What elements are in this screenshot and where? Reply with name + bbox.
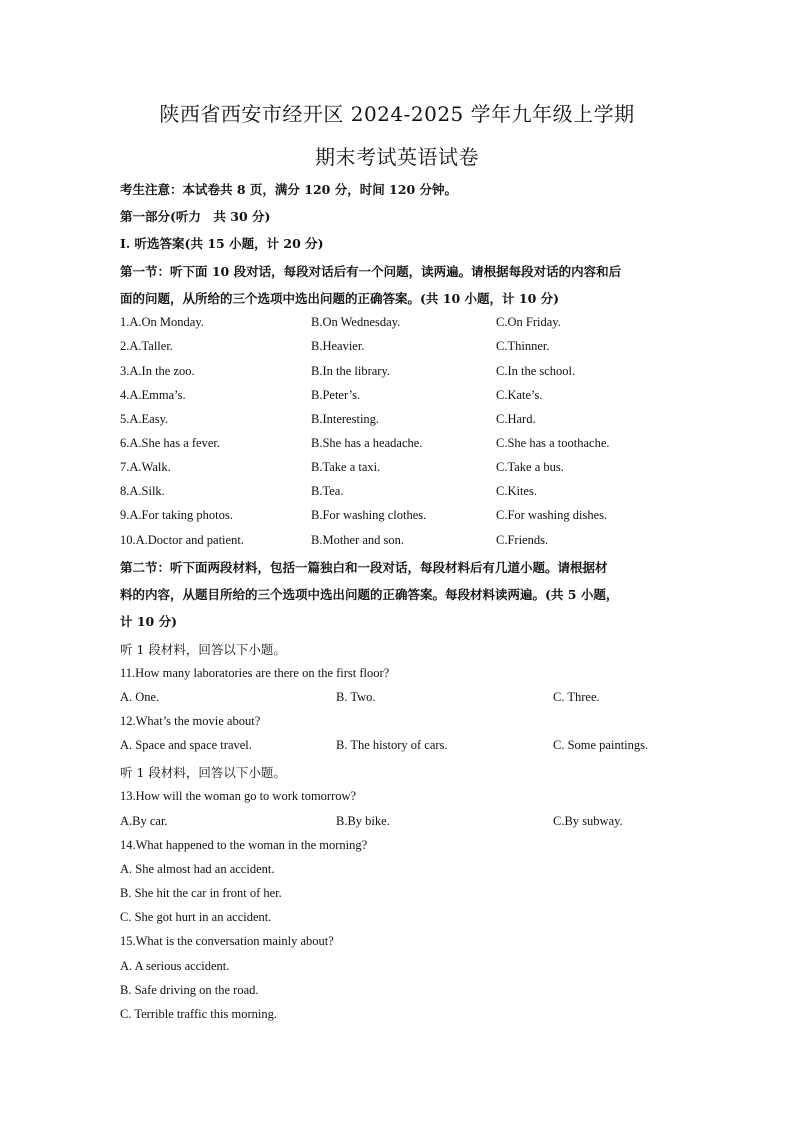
option-b: B. She hit the car in front of her. (120, 886, 282, 900)
option-b: B.Tea. (311, 484, 344, 498)
option-b: B.On Wednesday. (311, 315, 401, 329)
option-a: 10.A.Doctor and patient. (120, 533, 244, 547)
candidate-notice: 考生注意：本试卷共 8 页，满分 120 分，时间 120 分钟。 (120, 182, 457, 197)
option-a: 4.A.Emma’s. (120, 388, 186, 402)
section1-instructions-line1: 第一节：听下面 10 段对话，每段对话后有一个问题，读两遍。请根据每段对话的内容和后 (120, 264, 622, 279)
option-c: C. She got hurt in an accident. (120, 910, 272, 924)
option-b: B.She has a headache. (311, 436, 423, 450)
question-row (120, 460, 680, 480)
question-row (120, 690, 680, 710)
option-c: C.Kate’s. (496, 388, 543, 402)
option-b: B.Peter’s. (311, 388, 361, 402)
question-row (120, 339, 680, 359)
section2-instructions-line1: 第二节：听下面两段材料，包括一篇独白和一段对话，每段材料后有几道小题。请根据材 (120, 560, 608, 575)
part-one-heading: 第一部分(听力 共 30 分) (120, 209, 271, 224)
option-b: B.Heavier. (311, 339, 365, 353)
question-row (120, 436, 680, 456)
option-a: 9.A.For taking photos. (120, 508, 233, 522)
question-row (120, 508, 680, 528)
option-a: 6.A.She has a fever. (120, 436, 220, 450)
option-c: C.Take a bus. (496, 460, 564, 474)
option-b: B.Take a taxi. (311, 460, 381, 474)
option-c: C.Thinner. (496, 339, 550, 353)
question-row (120, 364, 680, 384)
option-a: A. One. (120, 690, 160, 704)
option-c: C.By subway. (553, 814, 623, 828)
question-row (120, 533, 680, 553)
section2-instructions-line3: 计 10 分) (120, 614, 178, 629)
option-a: 1.A.On Monday. (120, 315, 204, 329)
option-b: B.In the library. (311, 364, 391, 378)
option-a: A.By car. (120, 814, 168, 828)
question-row (120, 738, 680, 758)
exam-title-line2: 期末考试英语试卷 (315, 145, 479, 169)
option-a: 2.A.Taller. (120, 339, 173, 353)
question-13: 13.How will the woman go to work tomorrow? (120, 789, 357, 803)
question-row (120, 412, 680, 432)
question-row (120, 484, 680, 504)
option-a: A. A serious accident. (120, 959, 230, 973)
option-b: B.By bike. (336, 814, 390, 828)
option-a: 8.A.Silk. (120, 484, 165, 498)
question-row (120, 388, 680, 408)
section2-instructions-line2: 料的内容，从题目所给的三个选项中选出问题的正确答案。每段材料读两遍。(共 5 小题， (120, 587, 619, 602)
option-b: B. Two. (336, 690, 376, 704)
question-row (120, 315, 680, 335)
option-a: 5.A.Easy. (120, 412, 169, 426)
option-c: C.She has a toothache. (496, 436, 610, 450)
question-11: 11.How many laboratories are there on the first floor? (120, 666, 390, 680)
option-c: C. Three. (553, 690, 600, 704)
question-12: 12.What’s the movie about? (120, 714, 261, 728)
option-b: B.Interesting. (311, 412, 380, 426)
option-b: B.Mother and son. (311, 533, 405, 547)
option-c: C.For washing dishes. (496, 508, 608, 522)
option-c: C.Friends. (496, 533, 549, 547)
question-row (120, 814, 680, 834)
option-c: C.Hard. (496, 412, 536, 426)
option-a: 3.A.In the zoo. (120, 364, 195, 378)
material-2-prompt: 听 1 段材料，回答以下小题。 (120, 765, 286, 780)
question-14: 14.What happened to the woman in the morning? (120, 838, 368, 852)
material-1-prompt: 听 1 段材料，回答以下小题。 (120, 642, 286, 657)
option-b: B.For washing clothes. (311, 508, 427, 522)
exam-title-line1: 陕西省西安市经开区 2024-2025 学年九年级上学期 (159, 102, 635, 126)
section-i-heading: Ⅰ. 听选答案(共 15 小题，计 20 分) (120, 236, 324, 251)
option-c: C.On Friday. (496, 315, 561, 329)
question-15: 15.What is the conversation mainly about? (120, 934, 334, 948)
option-c: C.Kites. (496, 484, 537, 498)
option-c: C. Some paintings. (553, 738, 649, 752)
option-b: B. Safe driving on the road. (120, 983, 259, 997)
option-c: C. Terrible traffic this morning. (120, 1007, 277, 1021)
option-b: B. The history of cars. (336, 738, 448, 752)
section1-instructions-line2: 面的问题，从所给的三个选项中选出问题的正确答案。(共 10 小题，计 10 分) (120, 291, 560, 306)
option-a: 7.A.Walk. (120, 460, 171, 474)
option-a: A. She almost had an accident. (120, 862, 275, 876)
option-c: C.In the school. (496, 364, 576, 378)
option-a: A. Space and space travel. (120, 738, 252, 752)
